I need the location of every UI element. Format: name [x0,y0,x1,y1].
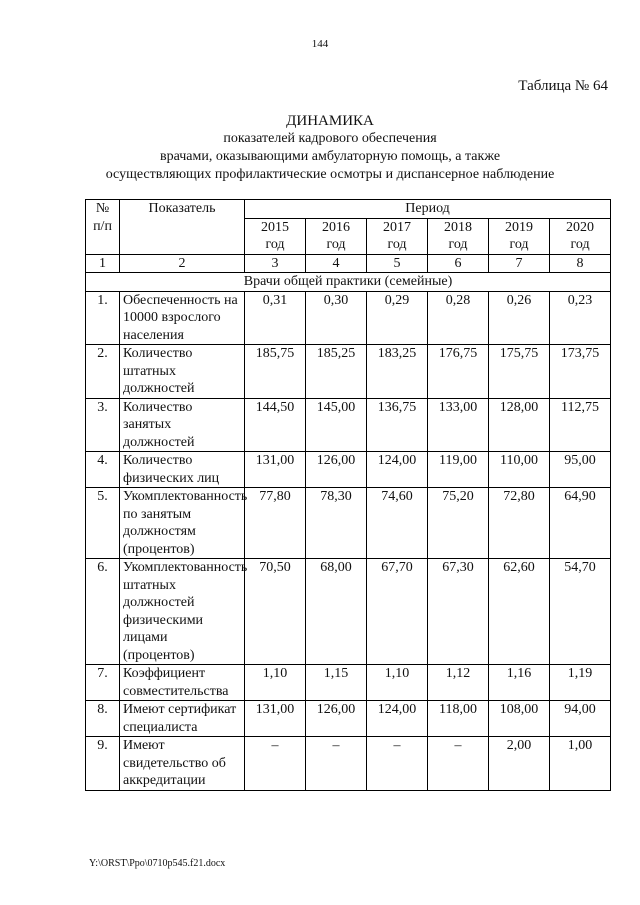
row-value: 144,50 [245,398,306,452]
row-value: 67,70 [367,559,428,665]
column-number: 2 [120,254,245,273]
column-number: 8 [550,254,611,273]
header-year: 2019 год [489,218,550,254]
row-value: 133,00 [428,398,489,452]
row-value: 0,30 [306,291,367,345]
document-heading [30,112,630,184]
row-value: 1,12 [428,665,489,701]
row-value: 110,00 [489,452,550,488]
row-value: 95,00 [550,452,611,488]
row-number: 3. [86,398,120,452]
row-value: 124,00 [367,701,428,737]
row-value: 183,25 [367,345,428,399]
row-value: 128,00 [489,398,550,452]
table-row [86,665,611,701]
column-number: 5 [367,254,428,273]
row-value: 64,90 [550,488,611,559]
row-value: – [428,737,489,791]
row-number: 1. [86,291,120,345]
table-row [86,452,611,488]
section-title: Врачи общей практики (семейные) [86,273,611,292]
column-number: 6 [428,254,489,273]
column-number: 4 [306,254,367,273]
row-number: 8. [86,701,120,737]
row-value: 185,25 [306,345,367,399]
row-indicator: Количество занятых должностей [120,398,245,452]
table-header-row [86,200,611,219]
row-value: 77,80 [245,488,306,559]
row-value: 136,75 [367,398,428,452]
column-number: 1 [86,254,120,273]
row-value: 0,28 [428,291,489,345]
row-value: 1,00 [550,737,611,791]
row-value: 0,31 [245,291,306,345]
row-value: 1,15 [306,665,367,701]
row-value: 118,00 [428,701,489,737]
column-number: 3 [245,254,306,273]
header-indicator: Показатель [120,200,245,255]
row-value: 175,75 [489,345,550,399]
header-year: 2016 год [306,218,367,254]
row-value: – [306,737,367,791]
row-value: 126,00 [306,701,367,737]
row-value: 176,75 [428,345,489,399]
column-number: 7 [489,254,550,273]
table-row [86,345,611,399]
row-value: 72,80 [489,488,550,559]
column-numbers-row [86,254,611,273]
page-number: 144 [311,38,329,50]
row-value: 0,23 [550,291,611,345]
row-value: 145,00 [306,398,367,452]
table-label: Таблица № 64 [518,78,608,94]
table-row [86,559,611,665]
row-value: – [367,737,428,791]
row-value: 185,75 [245,345,306,399]
row-value: 119,00 [428,452,489,488]
row-indicator: Имеют свидетельство об аккредитации [120,737,245,791]
heading-line: показателей кадрового обеспечения [223,131,437,146]
row-value: 108,00 [489,701,550,737]
row-value: 68,00 [306,559,367,665]
header-year: 2017 год [367,218,428,254]
row-value: – [245,737,306,791]
header-num: № п/п [86,200,120,255]
row-indicator: Укомплектованность штатных должностей физическими лицами (процентов) [120,559,245,665]
row-indicator: Коэффициент совместительства [120,665,245,701]
row-value: 1,19 [550,665,611,701]
row-value: 131,00 [245,701,306,737]
row-number: 5. [86,488,120,559]
row-value: 94,00 [550,701,611,737]
row-number: 7. [86,665,120,701]
row-value: 112,75 [550,398,611,452]
header-year: 2015 год [245,218,306,254]
header-year: 2020 год [550,218,611,254]
row-value: 54,70 [550,559,611,665]
table-body [86,273,611,791]
row-value: 124,00 [367,452,428,488]
row-value: 1,10 [367,665,428,701]
row-value: 1,16 [489,665,550,701]
file-path-footer: Y:\ORST\Ppo\0710p545.f21.docx [89,858,226,869]
table-row [86,701,611,737]
row-value: 0,29 [367,291,428,345]
staffing-table [85,199,611,791]
row-indicator: Обеспеченность на 10000 взрослого населения [120,291,245,345]
header-period: Период [245,200,611,219]
section-row [86,273,611,292]
row-indicator: Количество штатных должностей [120,345,245,399]
table-row [86,291,611,345]
table-row [86,737,611,791]
row-indicator: Укомплектованность по занятым должностям (процентов) [120,488,245,559]
heading-title: ДИНАМИКА [286,113,374,129]
row-value: 126,00 [306,452,367,488]
row-value: 131,00 [245,452,306,488]
row-value: 74,60 [367,488,428,559]
row-value: 1,10 [245,665,306,701]
row-value: 67,30 [428,559,489,665]
heading-line: осуществляющих профилактические осмотры и диспансерное наблюдение [105,167,555,182]
row-number: 4. [86,452,120,488]
row-value: 0,26 [489,291,550,345]
heading-line: врачами, оказывающими амбулаторную помощь, а также [159,149,501,164]
row-value: 2,00 [489,737,550,791]
row-number: 2. [86,345,120,399]
row-value: 62,60 [489,559,550,665]
header-year: 2018 год [428,218,489,254]
row-value: 75,20 [428,488,489,559]
table-row [86,488,611,559]
row-indicator: Имеют сертификат специалиста [120,701,245,737]
row-indicator: Количество физических лиц [120,452,245,488]
table-row [86,398,611,452]
row-number: 6. [86,559,120,665]
row-number: 9. [86,737,120,791]
row-value: 173,75 [550,345,611,399]
row-value: 78,30 [306,488,367,559]
row-value: 70,50 [245,559,306,665]
